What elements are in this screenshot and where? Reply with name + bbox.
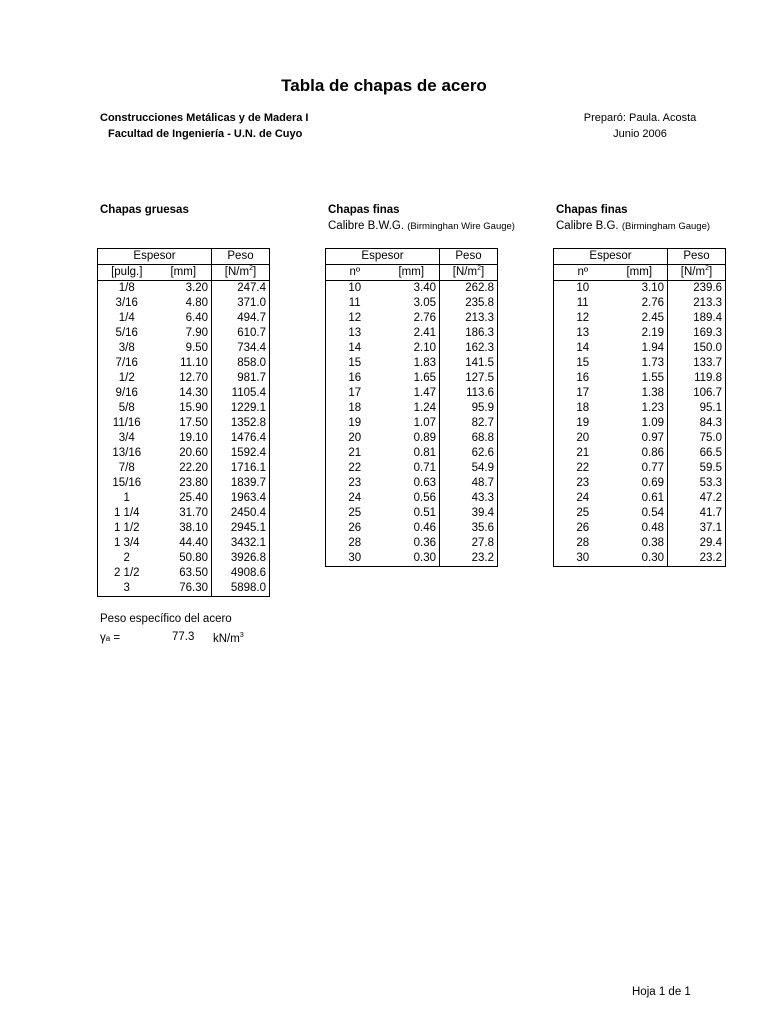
thick-cell-col3: 4908.6 bbox=[212, 566, 270, 581]
thick-unit-exp: 2 bbox=[249, 265, 253, 273]
bwg-row bbox=[326, 521, 498, 536]
bwg-cell-col2: 0.71 bbox=[413, 462, 436, 474]
bg-cell-col2: 0.61 bbox=[641, 492, 664, 504]
bg-unit-exp: 2 bbox=[705, 265, 709, 273]
thick-cell-col2: 63.50 bbox=[179, 567, 208, 579]
bg-row bbox=[554, 371, 726, 386]
bg-cell-col1: 20 bbox=[576, 432, 590, 444]
bwg-row bbox=[326, 296, 498, 311]
gamma-subscript: a bbox=[105, 634, 111, 643]
bwg-cell-col3: 39.4 bbox=[440, 506, 498, 521]
thick-row bbox=[98, 326, 270, 341]
thick-cell-col3: 1352.8 bbox=[212, 416, 270, 431]
thick-unit-close: ] bbox=[252, 266, 257, 278]
thick-cell-col1: 1 1/2 bbox=[113, 522, 140, 534]
bg-cell-col2: 2.19 bbox=[641, 327, 664, 339]
thick-row bbox=[98, 311, 270, 326]
thick-cell-col3: 981.7 bbox=[212, 371, 270, 386]
bg-row bbox=[554, 536, 726, 551]
thick-cell-col3: 2450.4 bbox=[212, 506, 270, 521]
bg-cell-col3: 23.2 bbox=[668, 551, 726, 567]
bwg-section-title: Chapas finas bbox=[328, 204, 400, 216]
bwg-cell-col2: 1.83 bbox=[413, 357, 436, 369]
bwg-header-nm bbox=[440, 265, 498, 281]
bwg-cell-col2: 0.89 bbox=[413, 432, 436, 444]
bwg-cell-col1: 25 bbox=[348, 507, 362, 519]
thick-row bbox=[98, 491, 270, 506]
thick-row bbox=[98, 371, 270, 386]
bwg-cell-col3: 54.9 bbox=[440, 461, 498, 476]
thick-row bbox=[98, 341, 270, 356]
bg-cell-col2: 0.38 bbox=[641, 537, 664, 549]
bwg-row bbox=[326, 326, 498, 341]
bg-cell-col2: 1.55 bbox=[641, 372, 664, 384]
page-title: Tabla de chapas de acero bbox=[281, 76, 487, 95]
bwg-header-peso: Peso bbox=[440, 249, 498, 265]
bwg-cell-col1: 22 bbox=[348, 462, 362, 474]
thick-header-nm bbox=[212, 265, 270, 281]
thick-cell-col2: 4.80 bbox=[185, 297, 208, 309]
bwg-cell-col3: 235.8 bbox=[440, 296, 498, 311]
thick-header-peso: Peso bbox=[212, 249, 270, 265]
bwg-cell-col1: 14 bbox=[348, 342, 362, 354]
bwg-row bbox=[326, 386, 498, 401]
bg-row bbox=[554, 356, 726, 371]
bg-cell-col3: 59.5 bbox=[668, 461, 726, 476]
thick-cell-col2: 44.40 bbox=[179, 537, 208, 549]
bwg-cell-col1: 10 bbox=[348, 282, 362, 294]
thick-row bbox=[98, 461, 270, 476]
bg-cell-col2: 0.54 bbox=[641, 507, 664, 519]
thick-cell-col2: 20.60 bbox=[179, 447, 208, 459]
bg-cell-col3: 41.7 bbox=[668, 506, 726, 521]
bwg-header-mm: [mm] bbox=[384, 265, 440, 281]
bg-row bbox=[554, 296, 726, 311]
thick-row bbox=[98, 386, 270, 401]
bg-row bbox=[554, 281, 726, 297]
thick-header-pulg: [pulg.] bbox=[98, 265, 156, 281]
bg-cell-col1: 17 bbox=[576, 387, 590, 399]
thick-cell-col3: 1716.1 bbox=[212, 461, 270, 476]
thick-cell-col1: 1/4 bbox=[118, 312, 135, 324]
thick-cell-col1: 13/16 bbox=[112, 447, 142, 459]
bg-cell-col2: 1.09 bbox=[641, 417, 664, 429]
thick-row bbox=[98, 401, 270, 416]
bwg-cell-col1: 28 bbox=[348, 537, 362, 549]
bg-cell-col2: 0.97 bbox=[641, 432, 664, 444]
bg-cell-col1: 14 bbox=[576, 342, 590, 354]
unit-exponent: 3 bbox=[239, 632, 244, 640]
thick-cell-col1: 15/16 bbox=[112, 477, 142, 489]
thick-section-title: Chapas gruesas bbox=[100, 204, 189, 216]
bg-row bbox=[554, 551, 726, 567]
bwg-row bbox=[326, 371, 498, 386]
bg-section-subtitle bbox=[556, 220, 710, 232]
bwg-gauge-name: Calibre B.W.G. bbox=[328, 220, 405, 232]
bg-cell-col3: 53.3 bbox=[668, 476, 726, 491]
bwg-cell-col1: 20 bbox=[348, 432, 362, 444]
bg-cell-col3: 119.8 bbox=[668, 371, 726, 386]
bg-cell-col2: 0.30 bbox=[641, 552, 664, 564]
bwg-cell-col1: 15 bbox=[348, 357, 362, 369]
bwg-cell-col1: 11 bbox=[348, 297, 361, 309]
thick-cell-col3: 371.0 bbox=[212, 296, 270, 311]
bg-cell-col1: 15 bbox=[576, 357, 590, 369]
thick-cell-col1: 1 bbox=[123, 492, 130, 504]
bwg-gauge-table bbox=[325, 248, 498, 567]
thick-cell-col3: 3926.8 bbox=[212, 551, 270, 566]
bg-cell-col3: 84.3 bbox=[668, 416, 726, 431]
bg-cell-col2: 2.76 bbox=[641, 297, 664, 309]
thick-header-espesor: Espesor bbox=[98, 249, 212, 265]
thick-cell-col2: 19.10 bbox=[179, 432, 208, 444]
thick-row bbox=[98, 581, 270, 597]
bg-cell-col1: 11 bbox=[576, 297, 589, 309]
gamma-symbol: γ bbox=[100, 632, 106, 644]
bg-row bbox=[554, 326, 726, 341]
bwg-row bbox=[326, 551, 498, 567]
bg-header-peso: Peso bbox=[668, 249, 726, 265]
thick-cell-col1: 11/16 bbox=[112, 417, 141, 429]
bwg-cell-col2: 0.51 bbox=[413, 507, 436, 519]
thick-row bbox=[98, 296, 270, 311]
bg-row bbox=[554, 341, 726, 356]
thick-cell-col2: 31.70 bbox=[179, 507, 208, 519]
bg-cell-col3: 106.7 bbox=[668, 386, 726, 401]
thick-cell-col2: 38.10 bbox=[179, 522, 208, 534]
thick-cell-col3: 494.7 bbox=[212, 311, 270, 326]
bwg-cell-col3: 27.8 bbox=[440, 536, 498, 551]
thick-cell-col3: 1105.4 bbox=[212, 386, 270, 401]
thick-cell-col1: 3 bbox=[123, 582, 130, 594]
bwg-cell-col2: 0.36 bbox=[413, 537, 436, 549]
bg-row bbox=[554, 521, 726, 536]
bg-section-title: Chapas finas bbox=[556, 204, 628, 216]
bwg-cell-col1: 21 bbox=[348, 447, 362, 459]
bwg-cell-col3: 213.3 bbox=[440, 311, 498, 326]
bwg-cell-col3: 162.3 bbox=[440, 341, 498, 356]
thick-cell-col3: 5898.0 bbox=[212, 581, 270, 597]
bwg-cell-col1: 18 bbox=[348, 402, 362, 414]
bwg-cell-col3: 48.7 bbox=[440, 476, 498, 491]
bwg-cell-col2: 3.40 bbox=[413, 282, 436, 294]
bg-cell-col1: 12 bbox=[576, 312, 590, 324]
bg-row bbox=[554, 506, 726, 521]
page-number: Hoja 1 de 1 bbox=[632, 986, 691, 998]
bwg-cell-col2: 2.76 bbox=[413, 312, 436, 324]
thick-row bbox=[98, 506, 270, 521]
thick-cell-col1: 3/8 bbox=[118, 342, 135, 354]
bwg-cell-col3: 62.6 bbox=[440, 446, 498, 461]
bwg-row bbox=[326, 491, 498, 506]
bg-row bbox=[554, 386, 726, 401]
bwg-row bbox=[326, 431, 498, 446]
bg-cell-col1: 23 bbox=[576, 477, 590, 489]
bg-gauge-note: (Birmingham Gauge) bbox=[621, 221, 711, 232]
bwg-cell-col2: 2.10 bbox=[413, 342, 436, 354]
bg-row bbox=[554, 491, 726, 506]
thick-cell-col3: 734.4 bbox=[212, 341, 270, 356]
thick-header-mm: [mm] bbox=[156, 265, 212, 281]
thick-row bbox=[98, 476, 270, 491]
specific-weight-value: 77.3 bbox=[172, 631, 195, 643]
thick-row bbox=[98, 566, 270, 581]
bg-cell-col3: 239.6 bbox=[668, 281, 726, 297]
thick-cell-col1: 1 3/4 bbox=[113, 537, 140, 549]
thick-cell-col3: 1229.1 bbox=[212, 401, 270, 416]
bwg-cell-col3: 43.3 bbox=[440, 491, 498, 506]
bg-cell-col2: 2.45 bbox=[641, 312, 664, 324]
bwg-cell-col2: 0.81 bbox=[413, 447, 436, 459]
bwg-cell-col2: 2.41 bbox=[413, 327, 436, 339]
thick-cell-col2: 6.40 bbox=[185, 312, 208, 324]
bg-cell-col1: 26 bbox=[576, 522, 590, 534]
thick-row bbox=[98, 416, 270, 431]
bg-cell-col1: 22 bbox=[576, 462, 590, 474]
specific-weight-symbol bbox=[100, 632, 120, 644]
bwg-cell-col3: 23.2 bbox=[440, 551, 498, 567]
thick-cell-col3: 247.4 bbox=[212, 281, 270, 297]
bwg-cell-col3: 68.8 bbox=[440, 431, 498, 446]
bg-cell-col3: 213.3 bbox=[668, 296, 726, 311]
bwg-gauge-note: (Birminghan Wire Gauge) bbox=[407, 221, 515, 232]
bg-cell-col2: 0.69 bbox=[641, 477, 664, 489]
bg-cell-col1: 18 bbox=[576, 402, 590, 414]
thick-cell-col2: 14.30 bbox=[179, 387, 208, 399]
bg-cell-col2: 0.86 bbox=[641, 447, 664, 459]
bwg-header-espesor: Espesor bbox=[326, 249, 440, 265]
bg-cell-col2: 0.77 bbox=[641, 462, 664, 474]
course-name: Construcciones Metálicas y de Madera I bbox=[100, 112, 309, 124]
thick-cell-col1: 5/8 bbox=[118, 402, 135, 414]
thick-cell-col2: 15.90 bbox=[179, 402, 208, 414]
bg-cell-col3: 47.2 bbox=[668, 491, 726, 506]
bg-header-espesor: Espesor bbox=[554, 249, 668, 265]
bwg-cell-col3: 141.5 bbox=[440, 356, 498, 371]
bg-cell-col2: 3.10 bbox=[641, 282, 664, 294]
bwg-cell-col2: 0.56 bbox=[413, 492, 436, 504]
bwg-cell-col3: 262.8 bbox=[440, 281, 498, 297]
bg-header-mm: [mm] bbox=[612, 265, 668, 281]
thick-row bbox=[98, 536, 270, 551]
bg-row bbox=[554, 401, 726, 416]
thick-cell-col3: 3432.1 bbox=[212, 536, 270, 551]
bg-cell-col1: 16 bbox=[576, 372, 590, 384]
equals-sign: = bbox=[110, 632, 121, 644]
bwg-cell-col2: 1.24 bbox=[413, 402, 436, 414]
thick-row bbox=[98, 446, 270, 461]
thick-cell-col2: 11.10 bbox=[180, 357, 208, 369]
bwg-cell-col3: 35.6 bbox=[440, 521, 498, 536]
bg-cell-col2: 0.48 bbox=[641, 522, 664, 534]
bwg-section-subtitle bbox=[328, 220, 515, 232]
bg-cell-col3: 66.5 bbox=[668, 446, 726, 461]
bwg-row bbox=[326, 356, 498, 371]
bg-row bbox=[554, 446, 726, 461]
bg-cell-col3: 133.7 bbox=[668, 356, 726, 371]
bg-cell-col2: 1.73 bbox=[641, 357, 664, 369]
specific-weight-unit bbox=[213, 633, 244, 645]
thick-row bbox=[98, 551, 270, 566]
bg-cell-col1: 21 bbox=[576, 447, 590, 459]
bg-cell-col1: 30 bbox=[576, 552, 590, 564]
bg-cell-col3: 189.4 bbox=[668, 311, 726, 326]
bg-gauge-name: Calibre B.G. bbox=[556, 220, 619, 232]
bg-row bbox=[554, 431, 726, 446]
prepared-by: Preparó: Paula. Acosta bbox=[583, 112, 697, 124]
bwg-row bbox=[326, 401, 498, 416]
bwg-cell-col2: 1.65 bbox=[413, 372, 436, 384]
bwg-cell-col1: 19 bbox=[348, 417, 362, 429]
bwg-row bbox=[326, 281, 498, 297]
bwg-unit-exp: 2 bbox=[477, 265, 481, 273]
bwg-cell-col1: 30 bbox=[348, 552, 362, 564]
bg-cell-col1: 10 bbox=[576, 282, 590, 294]
bwg-cell-col3: 82.7 bbox=[440, 416, 498, 431]
thick-cell-col2: 12.70 bbox=[179, 372, 208, 384]
thick-cell-col3: 2945.1 bbox=[212, 521, 270, 536]
thick-cell-col2: 3.20 bbox=[185, 282, 208, 294]
thick-cell-col1: 2 1/2 bbox=[113, 567, 140, 579]
thick-row bbox=[98, 521, 270, 536]
date: Junio 2006 bbox=[613, 128, 667, 140]
thick-cell-col2: 23.80 bbox=[179, 477, 208, 489]
bwg-unit-close: ] bbox=[480, 266, 485, 278]
bwg-cell-col2: 0.63 bbox=[413, 477, 436, 489]
bwg-cell-col1: 23 bbox=[348, 477, 362, 489]
bwg-cell-col1: 16 bbox=[348, 372, 362, 384]
bg-cell-col3: 95.1 bbox=[668, 401, 726, 416]
bwg-row bbox=[326, 416, 498, 431]
thick-cell-col1: 3/16 bbox=[115, 297, 138, 309]
bwg-cell-col3: 186.3 bbox=[440, 326, 498, 341]
bg-cell-col1: 19 bbox=[576, 417, 590, 429]
bwg-cell-col2: 1.07 bbox=[413, 417, 436, 429]
bwg-cell-col2: 1.47 bbox=[413, 387, 436, 399]
bwg-cell-col1: 13 bbox=[348, 327, 362, 339]
thick-cell-col2: 9.50 bbox=[185, 342, 208, 354]
bg-header-no: nº bbox=[554, 265, 612, 281]
bwg-row bbox=[326, 446, 498, 461]
bwg-row bbox=[326, 476, 498, 491]
thick-cell-col3: 1963.4 bbox=[212, 491, 270, 506]
thick-cell-col1: 7/8 bbox=[118, 462, 135, 474]
thick-row bbox=[98, 281, 270, 297]
thick-cell-col1: 1/8 bbox=[118, 282, 135, 294]
bg-cell-col3: 37.1 bbox=[668, 521, 726, 536]
thick-cell-col1: 1/2 bbox=[118, 372, 135, 384]
faculty-name: Facultad de Ingeniería - U.N. de Cuyo bbox=[108, 128, 303, 140]
thick-plates-table bbox=[97, 248, 270, 597]
thick-cell-col1: 5/16 bbox=[115, 327, 138, 339]
bg-cell-col3: 169.3 bbox=[668, 326, 726, 341]
thick-cell-col1: 1 1/4 bbox=[113, 507, 140, 519]
bwg-header-no: nº bbox=[326, 265, 384, 281]
bg-header-nm bbox=[668, 265, 726, 281]
thick-cell-col1: 7/16 bbox=[115, 357, 138, 369]
bwg-cell-col2: 0.46 bbox=[413, 522, 436, 534]
bg-cell-col2: 1.38 bbox=[641, 387, 664, 399]
thick-cell-col1: 2 bbox=[123, 552, 130, 564]
thick-cell-col1: 9/16 bbox=[115, 387, 138, 399]
bwg-cell-col3: 95.9 bbox=[440, 401, 498, 416]
thick-cell-col2: 25.40 bbox=[179, 492, 208, 504]
thick-row bbox=[98, 431, 270, 446]
bwg-row bbox=[326, 506, 498, 521]
bg-cell-col3: 75.0 bbox=[668, 431, 726, 446]
thick-row bbox=[98, 356, 270, 371]
bg-cell-col2: 1.94 bbox=[641, 342, 664, 354]
thick-cell-col2: 7.90 bbox=[185, 327, 208, 339]
thick-cell-col2: 50.80 bbox=[179, 552, 208, 564]
bwg-cell-col2: 3.05 bbox=[413, 297, 436, 309]
bg-gauge-table bbox=[553, 248, 726, 567]
bg-row bbox=[554, 311, 726, 326]
bg-cell-col1: 28 bbox=[576, 537, 590, 549]
thick-cell-col2: 22.20 bbox=[179, 462, 208, 474]
bwg-cell-col1: 26 bbox=[348, 522, 362, 534]
bwg-cell-col3: 113.6 bbox=[440, 386, 498, 401]
bwg-unit: [N/m bbox=[452, 266, 478, 278]
bg-row bbox=[554, 476, 726, 491]
bg-cell-col1: 25 bbox=[576, 507, 590, 519]
specific-weight-label: Peso específico del acero bbox=[100, 613, 232, 625]
thick-cell-col2: 76.30 bbox=[179, 582, 208, 594]
bg-row bbox=[554, 416, 726, 431]
unit-text: kN/m bbox=[213, 633, 240, 645]
bwg-cell-col3: 127.5 bbox=[440, 371, 498, 386]
thick-cell-col3: 610.7 bbox=[212, 326, 270, 341]
bwg-row bbox=[326, 341, 498, 356]
thick-cell-col2: 17.50 bbox=[179, 417, 208, 429]
bg-cell-col2: 1.23 bbox=[641, 402, 664, 414]
bg-cell-col3: 150.0 bbox=[668, 341, 726, 356]
thick-cell-col3: 1839.7 bbox=[212, 476, 270, 491]
thick-cell-col3: 1476.4 bbox=[212, 431, 270, 446]
bg-unit: [N/m bbox=[680, 266, 706, 278]
bg-cell-col1: 24 bbox=[576, 492, 590, 504]
bg-cell-col3: 29.4 bbox=[668, 536, 726, 551]
bwg-cell-col1: 17 bbox=[348, 387, 362, 399]
bg-unit-close: ] bbox=[708, 266, 713, 278]
bwg-row bbox=[326, 311, 498, 326]
bg-row bbox=[554, 461, 726, 476]
bwg-cell-col1: 12 bbox=[348, 312, 362, 324]
bwg-row bbox=[326, 461, 498, 476]
thick-cell-col3: 858.0 bbox=[212, 356, 270, 371]
thick-unit: [N/m bbox=[224, 266, 250, 278]
bg-cell-col1: 13 bbox=[576, 327, 590, 339]
bwg-cell-col2: 0.30 bbox=[413, 552, 436, 564]
bwg-cell-col1: 24 bbox=[348, 492, 362, 504]
thick-cell-col3: 1592.4 bbox=[212, 446, 270, 461]
bwg-row bbox=[326, 536, 498, 551]
thick-cell-col1: 3/4 bbox=[118, 432, 135, 444]
